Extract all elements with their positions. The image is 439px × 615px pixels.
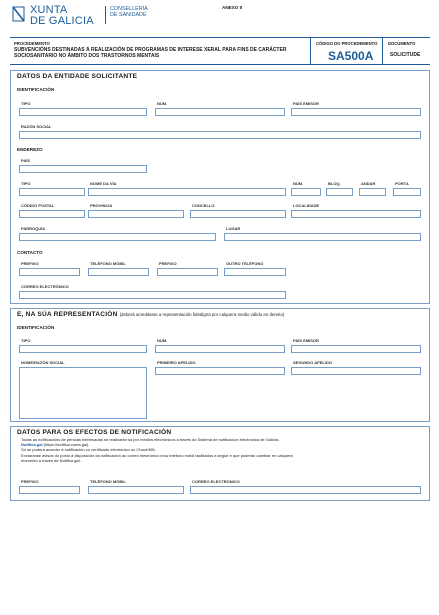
parroquia-input[interactable] — [19, 233, 216, 241]
logo-divider — [105, 6, 106, 24]
telefono-movil-label: TELÉFONO MÓBIL — [90, 261, 126, 266]
razon-social-label: RAZÓN SOCIAL — [21, 124, 52, 129]
andar-input[interactable] — [359, 188, 386, 196]
document-value: SOLICITUDE — [390, 52, 421, 58]
procedure-bar — [10, 37, 430, 65]
pais-label: PAÍS — [21, 158, 31, 163]
tipo-label: TIPO — [21, 338, 31, 343]
procedure-title: SUBVENCIÓNS DESTINADAS Á REALIZACIÓN DE PROGRAMAS DE INTERESE XERAL PARA FINS DE CARÁCTER SOCIOSANITARIO NO ÁMBITO DOS TRASTORNOS MENTAIS — [14, 47, 287, 59]
page-header — [10, 4, 430, 34]
notification-line-3: Só se poderá acceder á notificación co certificado electrónico ou Chave365. — [21, 447, 156, 453]
tipo-via-input[interactable] — [19, 188, 85, 196]
notifica-link[interactable]: Notifica.gal — [21, 442, 43, 448]
nome-razon-input[interactable] — [19, 367, 147, 419]
nome-razon-label: NOME/RAZÓN SOCIAL — [21, 360, 65, 365]
num-input[interactable] — [155, 345, 285, 353]
galicia-crest-icon — [12, 6, 25, 22]
primeiro-apelido-label: PRIMEIRO APELIDO — [157, 360, 196, 365]
contact-heading: CONTACTO — [17, 250, 43, 255]
procedure-code-label: CÓDIGO DO PROCEDEMENTO — [316, 41, 378, 46]
razon-social-input[interactable] — [19, 131, 421, 139]
document-label: DOCUMENTO — [388, 41, 416, 46]
prefixo-input[interactable] — [19, 486, 80, 494]
department-name — [110, 6, 148, 18]
logo-text — [30, 5, 94, 27]
procedure-code: SA500A — [328, 49, 374, 63]
tipo-via-label: TIPO — [21, 181, 31, 186]
notifica-url: (https://notifica.xunta.gal). — [42, 442, 90, 448]
andar-label: ANDAR — [361, 181, 376, 186]
notification-text — [21, 437, 426, 463]
telefono-movil-input[interactable] — [88, 268, 149, 276]
num-label: NÚM. — [157, 338, 168, 343]
notification-section — [10, 426, 430, 501]
nome-via-label: NOME DA VÍA — [90, 181, 117, 186]
prefixo-label: PREFIXO — [21, 261, 39, 266]
annex-label: ANEXO II — [222, 5, 243, 10]
telefono-movil-label: TELÉFONO MÓBIL — [90, 479, 126, 484]
dept-line-1: CONSELLERÍA — [110, 6, 148, 12]
outro-telefono-input[interactable] — [224, 268, 286, 276]
tipo-input[interactable] — [19, 345, 147, 353]
divider — [382, 38, 383, 64]
nome-via-input[interactable] — [88, 188, 286, 196]
identification-heading: IDENTIFICACIÓN — [17, 325, 55, 330]
localidade-input[interactable] — [291, 210, 421, 218]
correo-label: CORREO ELECTRÓNICO — [21, 284, 69, 289]
tipo-input[interactable] — [19, 108, 147, 116]
correo-input[interactable] — [190, 486, 421, 494]
prefixo2-input[interactable] — [157, 268, 218, 276]
parroquia-label: PARROQUIA — [21, 226, 46, 231]
pais-emisor-input[interactable] — [291, 108, 421, 116]
num-via-label: NÚM. — [293, 181, 304, 186]
procedure-label: PROCEDEMENTO — [14, 41, 50, 46]
primeiro-apelido-input[interactable] — [155, 367, 285, 375]
bloq-label: BLOQ. — [328, 181, 341, 186]
divider — [310, 38, 311, 64]
identification-heading: IDENTIFICACIÓN — [17, 87, 55, 92]
concello-label: CONCELLO — [192, 203, 215, 208]
segundo-apelido-input[interactable] — [291, 367, 421, 375]
correo-label: CORREO ELECTRÓNICO — [192, 479, 240, 484]
num-via-input[interactable] — [291, 188, 321, 196]
address-heading: ENDEREZO — [17, 147, 43, 152]
section-title: DATOS DA ENTIDADE SOLICITANTE — [17, 73, 138, 80]
porta-input[interactable] — [393, 188, 421, 196]
section-title-text: E, NA SÚA REPRESENTACIÓN — [17, 311, 118, 318]
num-label: NÚM. — [157, 101, 168, 106]
dept-line-2: DE SANIDADE — [110, 12, 147, 19]
prefixo-label: PREFIXO — [21, 479, 39, 484]
pais-emisor-label: PAÍS EMISOR — [293, 338, 319, 343]
codigo-postal-input[interactable] — [19, 210, 85, 218]
section-title: DATOS PARA OS EFECTOS DE NOTIFICACIÓN — [17, 429, 172, 436]
pais-emisor-input[interactable] — [291, 345, 421, 353]
bloq-input[interactable] — [326, 188, 353, 196]
lugar-input[interactable] — [224, 233, 421, 241]
correo-input[interactable] — [19, 291, 286, 299]
provincia-label: PROVINCIA — [90, 203, 113, 208]
porta-label: PORTA — [395, 181, 409, 186]
applicant-section — [10, 70, 430, 304]
provincia-input[interactable] — [88, 210, 184, 218]
telefono-movil-input[interactable] — [88, 486, 184, 494]
localidade-label: LOCALIDADE — [293, 203, 320, 208]
representative-section — [10, 308, 430, 422]
prefixo-input[interactable] — [19, 268, 80, 276]
outro-telefono-label: OUTRO TELÉFONO — [226, 261, 264, 266]
prefixo2-label: PREFIXO — [159, 261, 177, 266]
notification-line-1: Todas as notificacións de persoas interesadas se realizarán só por medios electrónicos a través do Sistema de notificación electrónica de Galicia - — [21, 437, 281, 442]
lugar-label: LUGAR — [226, 226, 241, 231]
segundo-apelido-label: SEGUNDO APELIDO — [293, 360, 332, 365]
notification-line-4: Enviaranse avisos do posto á disposición da notificación ao correo electrónico e/ou teléfono móbil facilitados a seguir e que poderán cambiar en calquera — [21, 452, 293, 458]
concello-input[interactable] — [190, 210, 286, 218]
logo-line-1: XUNTA — [30, 4, 68, 16]
tipo-label: TIPO — [21, 101, 31, 106]
section-title — [17, 311, 284, 318]
notification-line-5: momento a través de Notifica.gal: — [21, 457, 81, 463]
section-note: (deberá acreditarse a representación fidedigna por calquera medio válido en dereito) — [119, 312, 285, 317]
logo-line-2: DE GALICIA — [30, 15, 94, 27]
codigo-postal-label: CÓDIGO POSTAL — [21, 203, 55, 208]
num-input[interactable] — [155, 108, 285, 116]
pais-emisor-label: PAÍS EMISOR — [293, 101, 319, 106]
pais-input[interactable] — [19, 165, 147, 173]
